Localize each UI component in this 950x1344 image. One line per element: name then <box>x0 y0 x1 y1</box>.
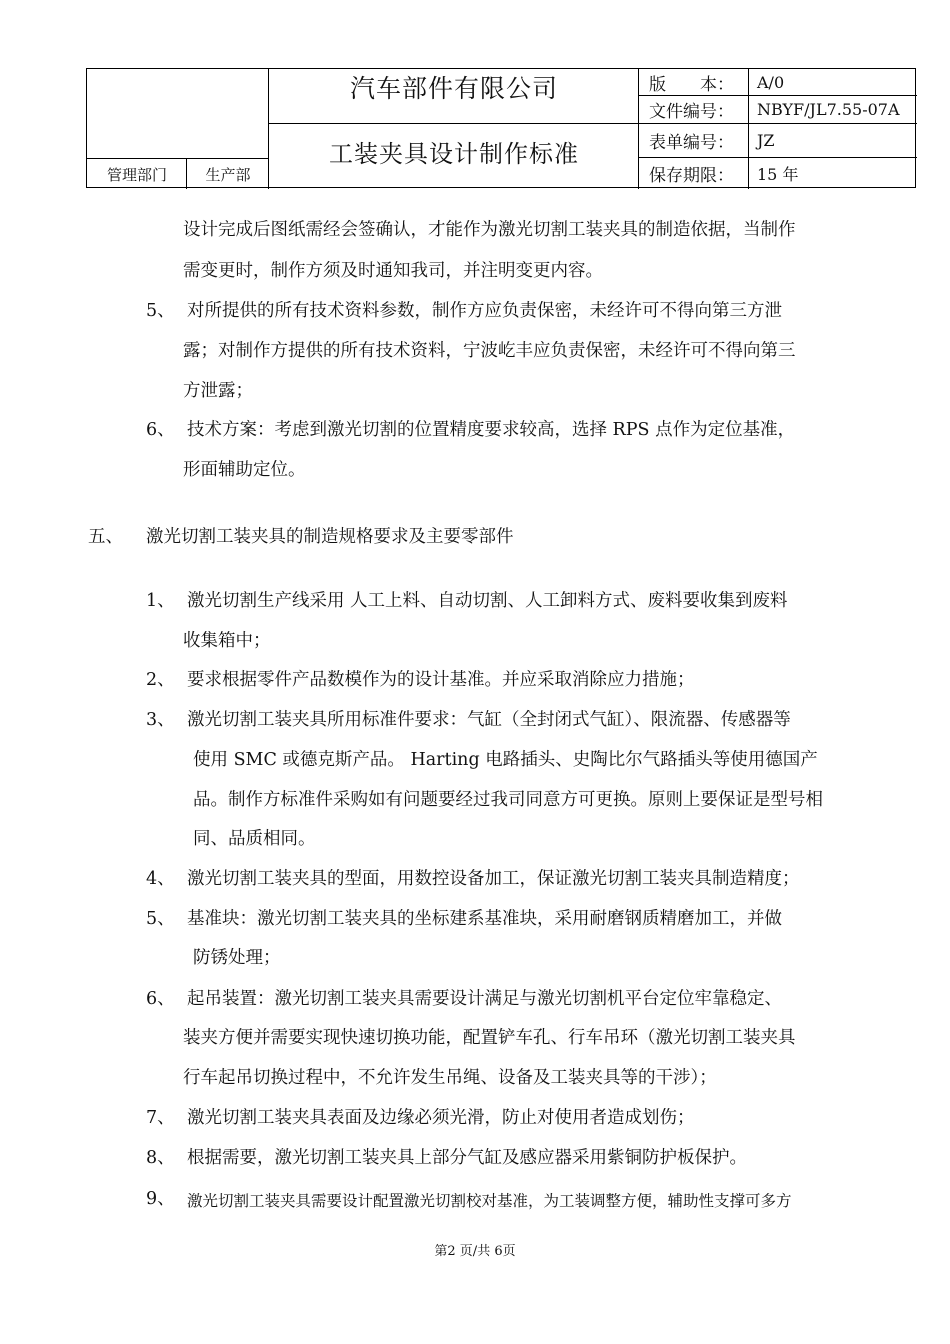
version-value: A/0 <box>757 72 785 92</box>
retention-value: 15 年 <box>757 164 799 184</box>
document-title: 工装夹具设计制作标准 <box>329 139 579 168</box>
list-item-number: 7、 <box>146 1108 175 1128</box>
form-number-label: 表单编号： <box>649 132 734 153</box>
list-item-number: 6、 <box>146 989 175 1009</box>
list-item-number: 6、 <box>146 420 175 440</box>
list-item-line: 激光切割工装夹具所用标准件要求：气缸（全封闭式气缸）、限流器、传感器等 <box>187 710 791 730</box>
list-item-line: 装夹方便并需要实现快速切换功能，配置铲车孔、行车吊环（激光切割工装夹具 <box>183 1028 796 1048</box>
list-item-line: 激光切割工装夹具需要设计配置激光切割校对基准，为工装调整方便，辅助性支撑可多方 <box>187 1192 792 1210</box>
list-item-line: 行车起吊切换过程中，不允许发生吊绳、设备及工装夹具等的干涉）； <box>183 1068 717 1088</box>
company-name: 汽车部件有限公司 <box>349 74 558 103</box>
list-item-line: 对所提供的所有技术资料参数，制作方应负责保密，未经许可不得向第三方泄 <box>187 301 782 321</box>
department-value: 生产部 <box>205 165 251 184</box>
page-number: 第2 页/共 6页 <box>434 1244 516 1259</box>
file-number-value: NBYF/JL7.55-07A <box>757 99 900 119</box>
list-item-line: 收集箱中； <box>183 631 271 651</box>
file-number-label: 文件编号： <box>649 101 734 122</box>
list-item-number: 5、 <box>146 301 175 321</box>
list-item-line: 方泄露； <box>183 381 253 401</box>
list-item-line: 形面辅助定位。 <box>183 460 306 480</box>
form-number-value: JZ <box>757 130 775 150</box>
retention-label: 保存期限： <box>649 165 734 186</box>
list-item-line: 露；对制作方提供的所有技术资料，宁波屹丰应负责保密，未经许可不得向第三 <box>183 341 796 361</box>
list-item-line: 根据需要，激光切割工装夹具上部分气缸及感应器采用紫铜防护板保护。 <box>187 1148 747 1168</box>
paragraph-line: 需变更时，制作方须及时通知我司，并注明变更内容。 <box>183 261 603 281</box>
document-header-table <box>86 68 916 188</box>
list-item-line: 使用 SMC 或德克斯产品。 Harting 电路插头、史陶比尔气路插头等使用德国产 <box>193 750 818 770</box>
list-item-line: 同、品质相同。 <box>193 829 316 849</box>
list-item-line: 起吊装置：激光切割工装夹具需要设计满足与激光切割机平台定位牢靠稳定、 <box>187 989 782 1009</box>
list-item-line: 基准块：激光切割工装夹具的坐标建系基准块，采用耐磨钢质精磨加工，并做 <box>187 909 782 929</box>
list-item-number: 1、 <box>146 591 175 611</box>
list-item-number: 8、 <box>146 1148 175 1168</box>
list-item-line: 品。制作方标准件采购如有问题要经过我司同意方可更换。原则上要保证是型号相 <box>193 790 823 810</box>
list-item-line: 技术方案：考虑到激光切割的位置精度要求较高，选择 RPS 点作为定位基准， <box>187 420 796 440</box>
section-heading: 激光切割工装夹具的制造规格要求及主要零部件 <box>146 527 514 547</box>
list-item-line: 要求根据零件产品数模作为的设计基准。并应采取消除应力措施； <box>187 670 695 690</box>
list-item-number: 5、 <box>146 909 175 929</box>
list-item-number: 4、 <box>146 869 175 889</box>
department-label: 管理部门 <box>106 165 167 184</box>
section-number: 五、 <box>88 527 123 547</box>
version-label: 版 本： <box>649 74 734 95</box>
list-item-number: 3、 <box>146 710 175 730</box>
list-item-number: 9、 <box>146 1189 175 1209</box>
list-item-number: 2、 <box>146 670 175 690</box>
paragraph-line: 设计完成后图纸需经会签确认，才能作为激光切割工装夹具的制造依据，当制作 <box>183 220 796 240</box>
list-item-line: 激光切割生产线采用 人工上料、自动切割、人工卸料方式、废料要收集到废料 <box>187 591 788 611</box>
list-item-line: 激光切割工装夹具表面及边缘必须光滑，防止对使用者造成划伤； <box>187 1108 695 1128</box>
list-item-line: 激光切割工装夹具的型面，用数控设备加工，保证激光切割工装夹具制造精度； <box>187 869 800 889</box>
list-item-line: 防锈处理； <box>193 948 281 968</box>
